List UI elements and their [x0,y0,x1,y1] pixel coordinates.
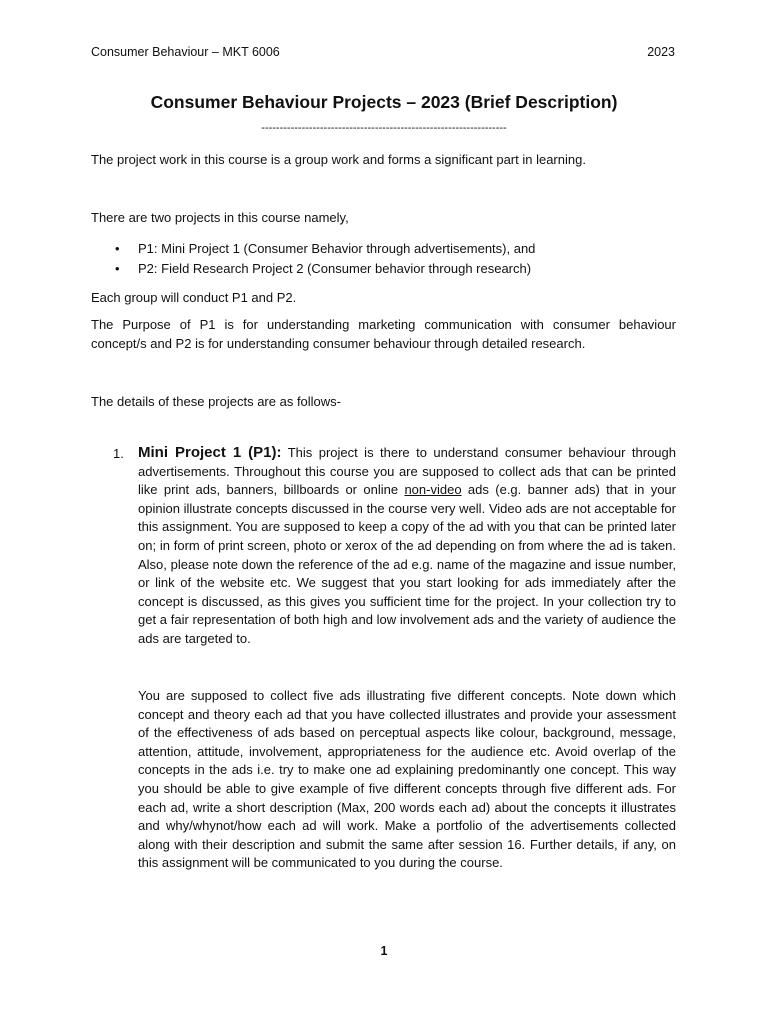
list-item [91,239,676,259]
list-item-text: P2: Field Research Project 2 (Consumer behavior through research) [138,261,532,276]
bullet-icon: • [115,261,120,276]
intro-paragraph: The project work in this course is a group work and forms a significant part in learning. [91,152,586,167]
numbered-item-p1 [91,444,676,649]
item-heading: Mini Project 1 (P1): [138,444,282,461]
details-paragraph: The details of these projects are as follows- [91,394,342,409]
item-text-part-a: This project is there to understand consumer behaviour through advertisements. Throughout this course you are supposed to collect ads that can be printed like print ads, banners, billboards or online [138,445,676,498]
item-text-underlined: non-video [404,482,462,498]
item-paragraph-2: You are supposed to collect five ads illustrating five different concepts. Note down which concept and theory each ad that you have collected illustrates and provide your assessment of the effectiveness of ads based on perceptual aspects like colour, background, message, attention, attitude, involvement, appropriateness for the audience etc. Avoid overlap of the concepts in the ads i.e. try to make one ad explaining predominantly one concept. This way you should be able to give example of five different concepts through five different ads. For each ad, write a short description (Max, 200 words each ad) about the concepts it illustrates and why/whynot/how each ad will work. Make a portfolio of the advertisements collected along with their description and submit the same after session 16. Further details, if any, on this assignment will be communicated to you during the course. [138,688,676,871]
document-title: Consumer Behaviour Projects – 2023 (Brief Description) [150,92,618,112]
purpose-paragraph: The Purpose of P1 is for understanding marketing communication with consumer behaviour concept/s and P2 is for understanding consumer behaviour through detailed research. [91,317,676,351]
item-number: 1. [113,446,124,461]
header-course: Consumer Behaviour – MKT 6006 [91,45,280,59]
page-number: 1 [380,944,388,958]
list-item [91,259,676,279]
title-divider: ------------------------------------------------------------------- [261,122,507,134]
project-list [91,239,676,279]
bullet-icon: • [115,241,120,256]
page-header [91,45,675,59]
list-item-text: P1: Mini Project 1 (Consumer Behavior through advertisements), and [138,241,536,256]
header-year: 2023 [647,45,675,59]
item-text-part-b: ads (e.g. banner ads) that in your opinion illustrate concepts discussed in the course very well. Video ads are not acceptable for this assignment. You are supposed to keep a copy of the ad with you that can be printed later on; in form of print screen, photo or xerox of the ad depending on from where the ad is taken. Also, please note down the reference of the ad e.g. name of the magazine and issue number, or link of the website etc. We suggest that you start looking for ads immediately after the concept is discussed, as this gives you sufficient time for the project. In your collection try to get a fair representation of both high and low involvement ads and the variety of audience the ads are targeted to. [138,482,676,646]
each-group-paragraph: Each group will conduct P1 and P2. [91,290,297,305]
item-body [138,444,676,649]
two-projects-paragraph: There are two projects in this course namely, [91,210,349,225]
